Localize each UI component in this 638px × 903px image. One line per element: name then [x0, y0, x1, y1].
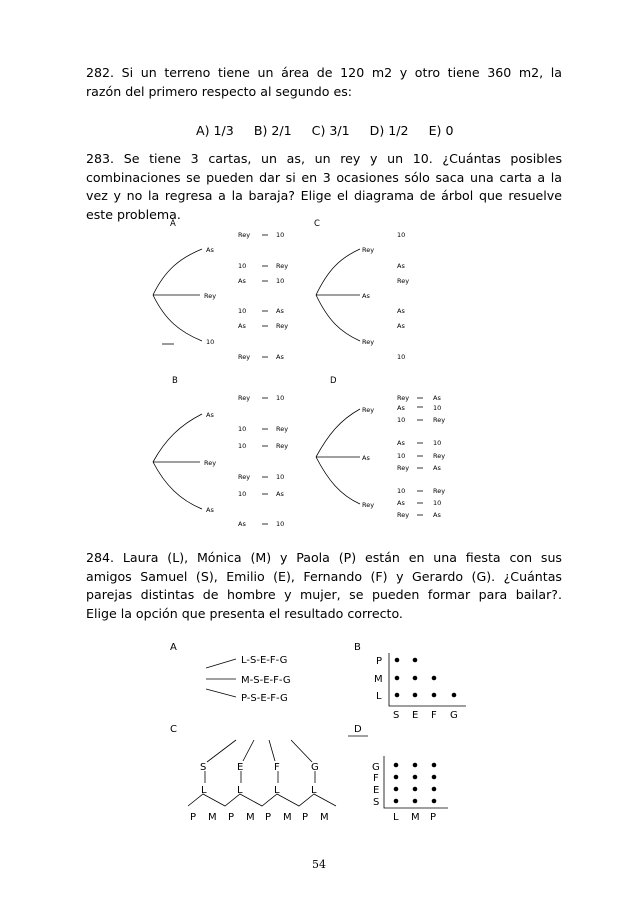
tree-c-node: Rey [362, 246, 375, 254]
tree-d-leaf: As [397, 499, 405, 507]
grid-dot [413, 799, 418, 804]
option-c: C) 3/1 [311, 123, 350, 138]
tree-d-label: D [330, 376, 337, 386]
tree-b-leaf: Rey [238, 473, 251, 481]
grid-col-label: M [411, 812, 420, 823]
tree-a-leaf: 10 [276, 277, 285, 285]
tree-d-leaf: Rey [397, 464, 410, 472]
option-a-item: M-S-E-F-G [241, 675, 291, 686]
tree-c-bottom: P [265, 812, 272, 823]
tree-a-node: 10 [206, 338, 215, 346]
tree-c-leaf: 10 [397, 353, 406, 361]
text-line: amigos Samuel (S), Emilio (E), Fernando (F) y Gerardo (G). ¿Cuántas [86, 568, 562, 584]
tree-d-leaf: 10 [397, 416, 406, 424]
tree-b-node: As [206, 411, 214, 419]
tree-d-leaf: 10 [433, 439, 442, 447]
tree-c-top: S [200, 762, 207, 773]
tree-d-leaf: As [433, 511, 441, 519]
tree-d-leaf: Rey [433, 416, 446, 424]
tree-a-leaf: Rey [276, 262, 289, 270]
grid-dot [395, 693, 400, 698]
text-line: razón del primero respecto al segundo es: [86, 83, 352, 99]
tree-d-leaf: Rey [433, 487, 446, 495]
grid-dot [413, 658, 418, 663]
tree-d-leaf: As [397, 439, 405, 447]
tree-b-leaf: 10 [238, 442, 247, 450]
grid-dot [432, 693, 437, 698]
grid-dot [432, 676, 437, 681]
grid-dot [413, 676, 418, 681]
grid-dot [432, 763, 437, 768]
tree-b-leaf: 10 [238, 490, 247, 498]
tree-c-leaf: As [397, 262, 405, 270]
tree-b-leaf: Rey [238, 394, 251, 402]
tree-b-leaf: 10 [276, 394, 285, 402]
tree-d-leaf: As [397, 404, 405, 412]
page-number: 54 [312, 858, 326, 871]
grid-dot [413, 787, 418, 792]
text-line: 282. Si un terreno tiene un área de 120 m2 y otro tiene 360 m2, la [86, 65, 562, 80]
tree-a-leaf: 10 [238, 262, 247, 270]
grid-row-label: F [373, 773, 379, 784]
tree-d-leaf: 10 [433, 499, 442, 507]
grid-dot [452, 693, 457, 698]
tree-c-bottom: P [190, 812, 197, 823]
tree-c-leaf: As [397, 307, 405, 315]
option-d-label: D [354, 724, 362, 735]
grid-dot [432, 799, 437, 804]
option-b-label: B [354, 642, 361, 653]
tree-c-leaf: 10 [397, 231, 406, 239]
option-a: A) 1/3 [196, 123, 234, 138]
grid-col-label: S [393, 710, 400, 721]
grid-dot [394, 775, 399, 780]
tree-c-node: As [362, 292, 370, 300]
grid-dot [394, 799, 399, 804]
tree-d-node: Rey [362, 406, 375, 414]
tree-c-label: C [314, 219, 320, 229]
grid-row-label: M [374, 674, 383, 685]
tree-a-leaf: Rey [276, 322, 289, 330]
grid-dot [432, 787, 437, 792]
text-line: 284. Laura (L), Mónica (M) y Paola (P) están en una fiesta con sus [86, 550, 562, 565]
tree-c-top: F [274, 762, 280, 773]
tree-b-node: Rey [204, 459, 217, 467]
tree-a-node: Rey [204, 292, 217, 300]
tree-b-leaf: As [276, 490, 284, 498]
grid-row-label: S [373, 797, 380, 808]
tree-d-leaf: As [433, 464, 441, 472]
option-d: D) 1/2 [369, 123, 409, 138]
tree-d-leaf: 10 [397, 452, 406, 460]
tree-b-leaf: Rey [276, 425, 289, 433]
tree-c-node: Rey [362, 338, 375, 346]
grid-col-label: G [450, 710, 458, 721]
tree-c-mid: L [237, 785, 243, 796]
grid-row-label: P [376, 656, 383, 667]
grid-dot [395, 676, 400, 681]
tree-c-top: G [311, 762, 319, 773]
grid-dot [413, 763, 418, 768]
grid-col-label: E [412, 710, 419, 721]
grid-row-label: G [372, 762, 380, 773]
text-line: parejas distintas de hombre y mujer, se pueden formar para bailar?. [86, 587, 562, 602]
tree-d-leaf: 10 [433, 404, 442, 412]
option-e: E) 0 [428, 123, 454, 138]
tree-d-leaf: 10 [397, 487, 406, 495]
tree-a-label: A [170, 219, 176, 229]
tree-b-label: B [172, 376, 178, 386]
grid-dot [413, 775, 418, 780]
tree-a-leaf: 10 [276, 231, 285, 239]
tree-c-bottom: M [246, 812, 255, 823]
tree-c-leaf: As [397, 322, 405, 330]
tree-b-leaf: 10 [276, 473, 285, 481]
grid-col-label: F [431, 710, 437, 721]
text-line: Elige la opción que presenta el resultado correcto. [86, 605, 403, 621]
tree-a-leaf: 10 [238, 307, 247, 315]
grid-row-label: E [373, 785, 380, 796]
tree-c-mid: L [274, 785, 280, 796]
tree-b-leaf: 10 [276, 520, 285, 528]
tree-c-bottom: P [302, 812, 309, 823]
option-a-label: A [170, 642, 177, 653]
tree-b-leaf: As [238, 520, 246, 528]
tree-a-leaf: Rey [238, 353, 251, 361]
option-c-label: C [170, 724, 177, 735]
tree-c-bottom: M [320, 812, 329, 823]
text-line: 283. Se tiene 3 cartas, un as, un rey y un 10. ¿Cuántas posibles [86, 151, 562, 166]
tree-b-node: As [206, 506, 214, 514]
grid-row-label: L [376, 691, 382, 702]
grid-dot [395, 658, 400, 663]
tree-c-bottom: M [283, 812, 292, 823]
option-a-item: L-S-E-F-G [241, 655, 288, 666]
tree-b-leaf: 10 [238, 425, 247, 433]
tree-d-leaf: Rey [397, 394, 410, 402]
grid-dot [413, 693, 418, 698]
tree-c-top: E [237, 762, 244, 773]
grid-dot [394, 763, 399, 768]
tree-b-leaf: Rey [276, 442, 289, 450]
tree-c-bottom: P [228, 812, 235, 823]
tree-a-leaf: As [238, 322, 246, 330]
tree-c-leaf: Rey [397, 277, 410, 285]
tree-a-node: As [206, 246, 214, 254]
grid-col-label: P [430, 812, 437, 823]
tree-a-leaf: As [276, 353, 284, 361]
tree-d-node: Rey [362, 501, 375, 509]
text-line: vez y no la regresa a la baraja? Elige el diagrama de árbol que resuelve [86, 188, 562, 203]
tree-d-leaf: As [433, 394, 441, 402]
tree-c-bottom: M [208, 812, 217, 823]
tree-c-mid: L [311, 785, 317, 796]
grid-dot [432, 775, 437, 780]
tree-c-mid: L [201, 785, 207, 796]
tree-d-leaf: Rey [433, 452, 446, 460]
text-line: este problema. [86, 206, 181, 222]
text-line: combinaciones se pueden dar si en 3 ocasiones sólo saca una carta a la [86, 169, 562, 185]
tree-a-leaf: Rey [238, 231, 251, 239]
tree-d-leaf: Rey [397, 511, 410, 519]
tree-a-leaf: As [238, 277, 246, 285]
grid-col-label: L [393, 812, 399, 823]
option-a-item: P-S-E-F-G [241, 693, 288, 704]
tree-a-leaf: As [276, 307, 284, 315]
grid-dot [394, 787, 399, 792]
option-b: B) 2/1 [253, 123, 292, 138]
tree-d-node: As [362, 454, 370, 462]
